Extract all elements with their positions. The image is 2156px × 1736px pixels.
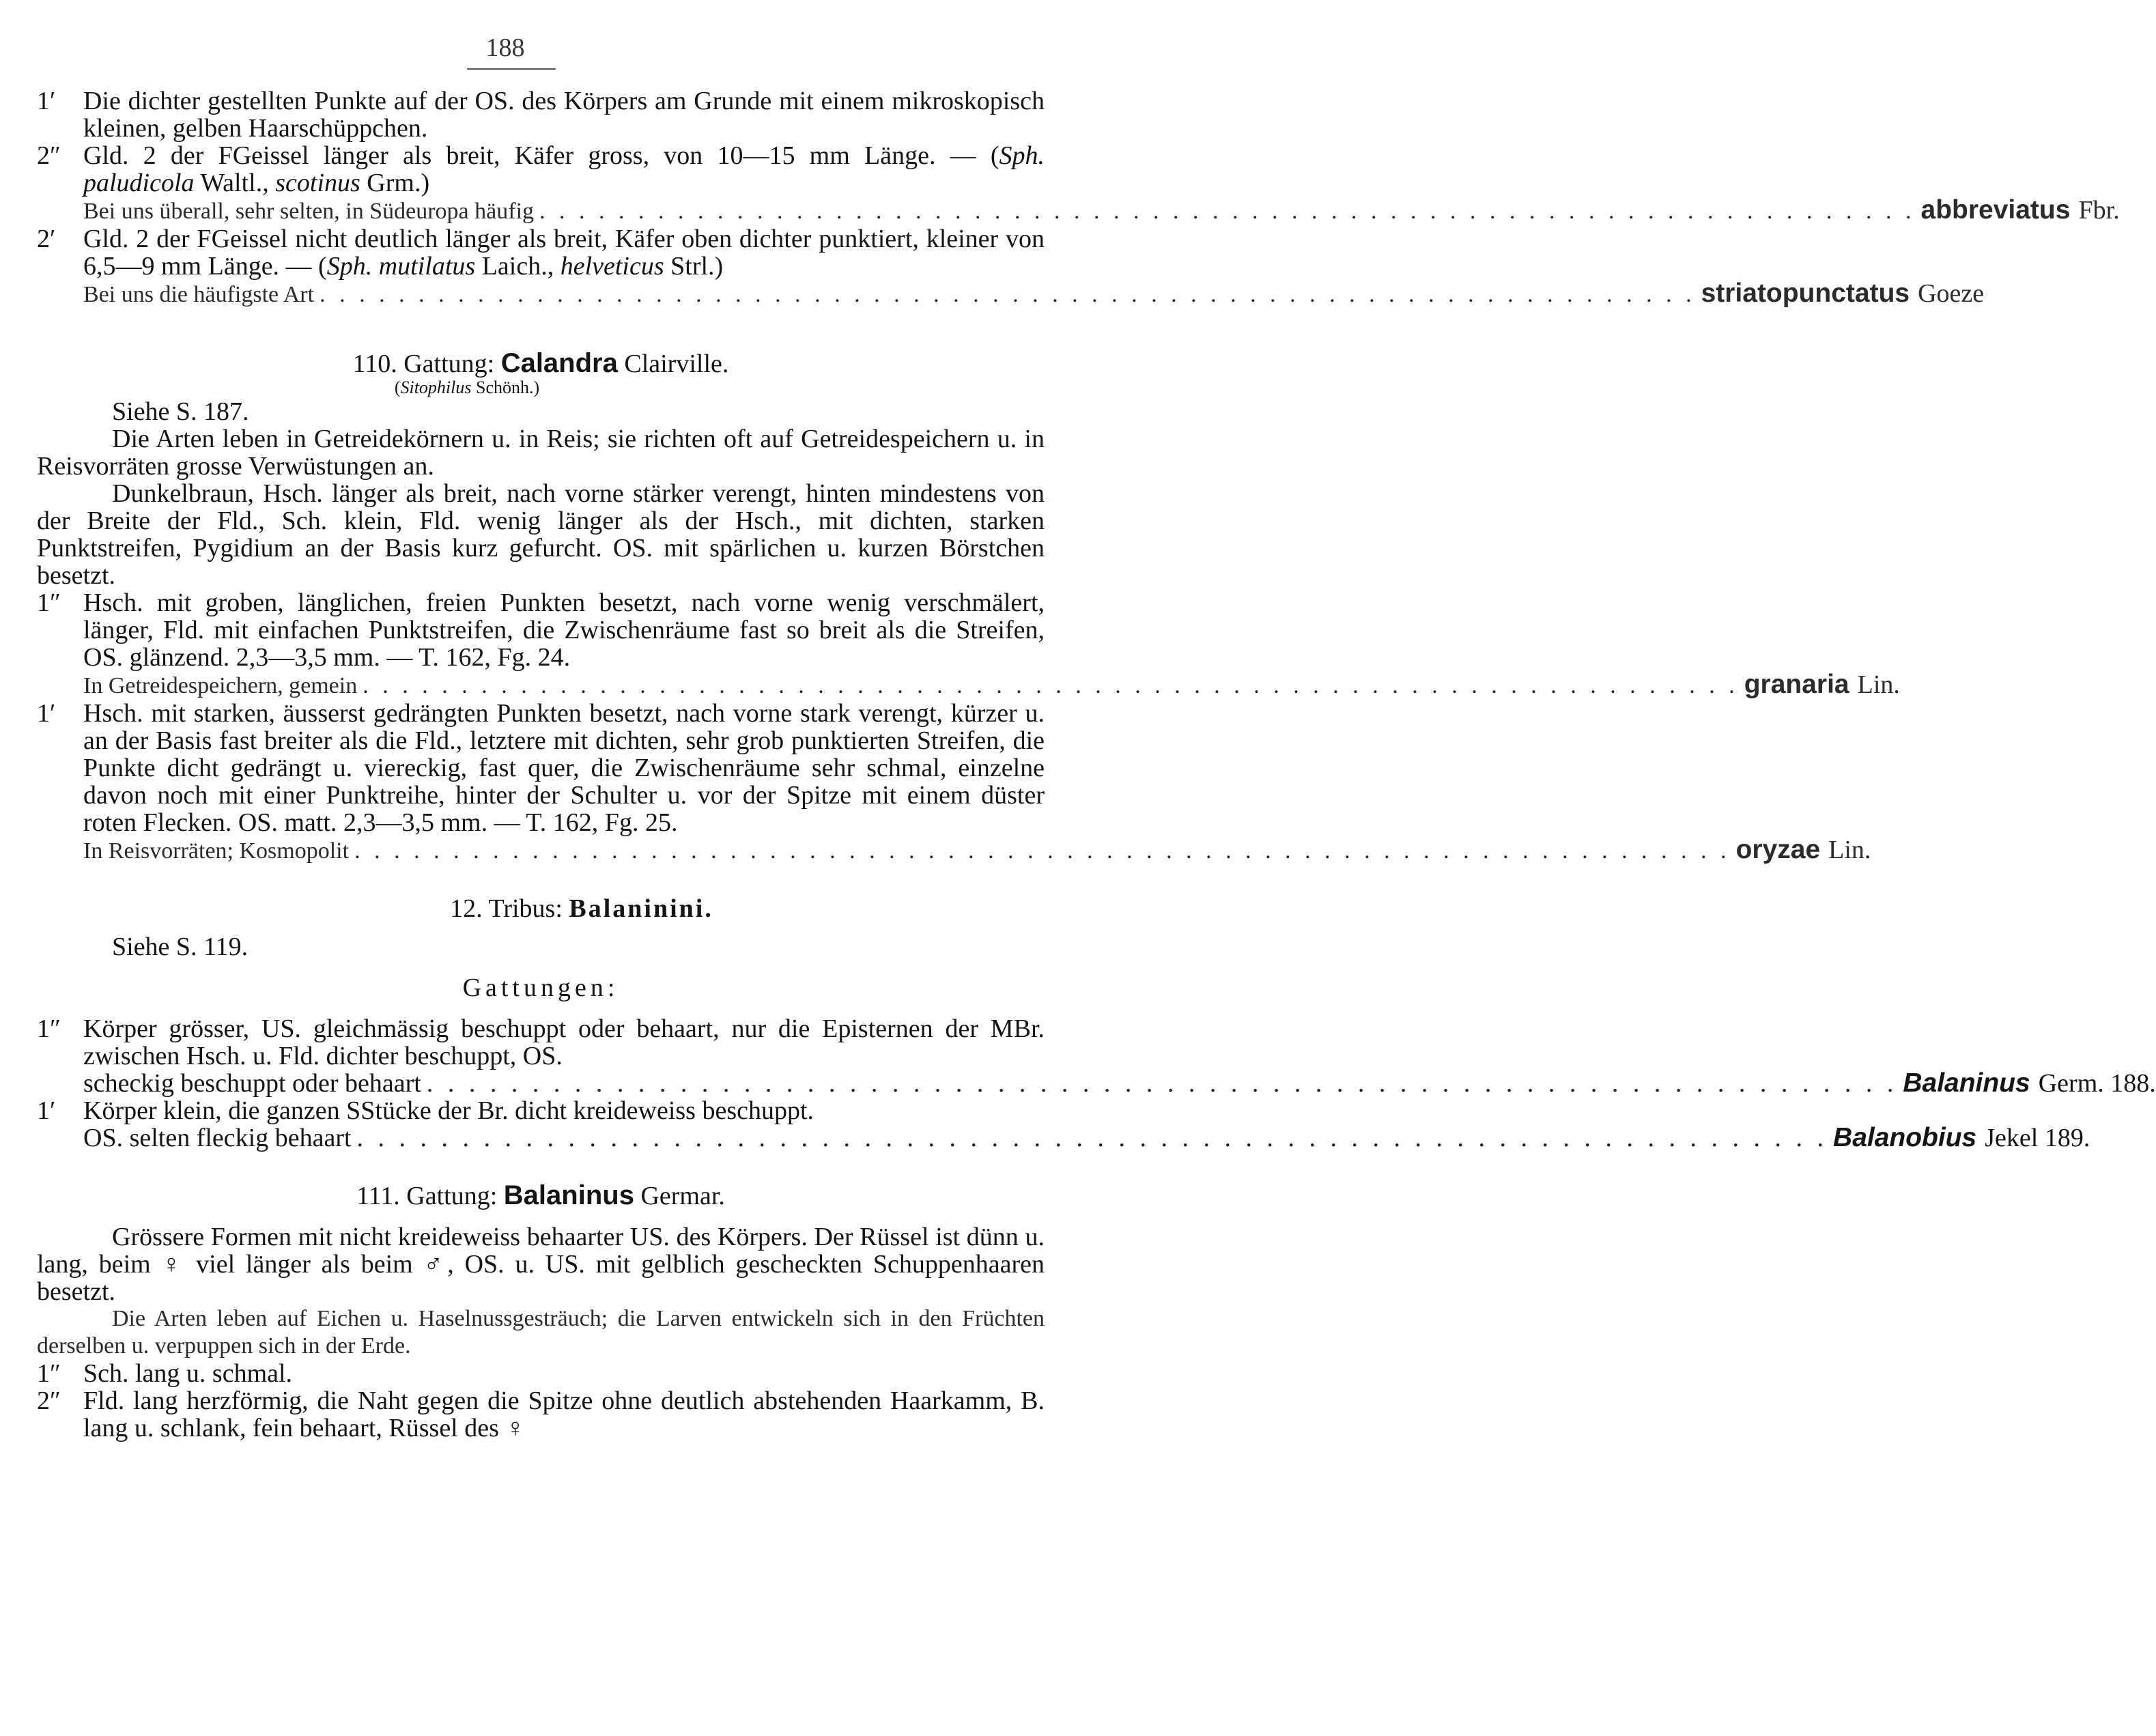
genus-name: Balaninus — [503, 1180, 634, 1210]
genus-heading — [37, 1182, 1045, 1210]
key-entry — [37, 141, 2120, 225]
tribus-heading-block — [37, 895, 1045, 961]
synonym: helveticus — [560, 252, 664, 281]
genus-heading — [37, 350, 1045, 378]
key-text: Strl.) — [664, 252, 724, 281]
species-author: Lin. — [1857, 670, 1900, 699]
tribus-name: Balaninini. — [569, 894, 713, 923]
key-number: 1′ — [37, 699, 56, 728]
key-number: 2″ — [37, 1386, 61, 1415]
cross-reference: Siehe S. 119. — [112, 933, 249, 961]
key-text: Gld. 2 der FGeissel länger als breit, Käfer gross, von 10—15 mm Länge. — ( — [83, 141, 999, 170]
genus-line — [83, 1068, 2156, 1098]
distribution-text: Bei uns überall, sehr selten, in Südeuropa häufig — [83, 199, 535, 224]
key-entry — [37, 1014, 2156, 1098]
genus-name: Calandra — [500, 348, 618, 378]
genus-name: Balanobius — [1833, 1123, 1977, 1152]
synonym-author: Schönh.) — [476, 378, 540, 397]
distribution-text: In Reisvorräten; Kosmopolit — [83, 838, 350, 864]
distribution-text: Bei uns die häufigste Art — [83, 282, 315, 307]
leader-dots — [352, 1124, 1834, 1152]
key-number: 1″ — [37, 588, 61, 617]
genus-heading-label: 111. Gattung: — [356, 1182, 498, 1210]
paragraph: Dunkelbraun, Hsch. länger als breit, nach vorne stärker verengt, hinten mindestens von der Breite der Fld., Sch. klein, Fld. wenig länger als der Hsch., mit dichten, starken Punktstreifen, Pygidium an der Basis kurz gefurcht. OS. mit spärlichen u. kurzen Börstchen besetzt. — [37, 479, 1045, 590]
tribus-heading — [37, 895, 1045, 922]
page-number-rule — [467, 68, 556, 70]
key-text: Grm.) — [360, 169, 430, 197]
paren: ( — [394, 378, 401, 397]
key-text: scheckig beschuppt oder behaart — [83, 1069, 421, 1098]
species-name: granaria — [1744, 670, 1849, 699]
genus-name: Balaninus — [1903, 1068, 2030, 1098]
genus-synonym — [262, 378, 672, 398]
synonym: scotinus — [275, 169, 360, 197]
synonym: Sph. paludicola — [83, 141, 1045, 197]
species-line — [83, 195, 2120, 225]
leader-dots — [314, 281, 1701, 309]
key-text: Hsch. mit groben, länglichen, freien Punkten besetzt, nach vorne wenig verschmälert, länger, Fld. mit einfachen Punktstreifen, die Zwischenräume fast so breit als die Streifen, OS. glänzend. 2,3—3,5 mm. — T. 162, Fg. 24. — [83, 588, 1045, 672]
genera-heading: Gattungen: — [462, 973, 619, 1002]
key-entry — [37, 588, 1900, 700]
key-text: Waltl., — [194, 169, 276, 197]
key-text: Hsch. mit starken, äusserst gedrängten Punkten besetzt, nach vorne stark verengt, kürzer u. an der Basis fast breiter als die Fld., letztere mit dichten, sehr grob punktierten Streifen, die Punkte dicht gedrängt u. viereckig, fast quer, die Zwischenräume sehr schmal, einzelne davon noch mit einer Punktreihe, hinter der Schulter u. vor der Spitze mit einem düster roten Flecken. OS. matt. 2,3—3,5 mm. — T. 162, Fg. 25. — [83, 699, 1045, 837]
leader-dots — [357, 672, 1744, 700]
leader-dots — [534, 198, 1921, 225]
page-number: 188 — [485, 33, 525, 62]
genus-author: Jekel 189. — [1985, 1124, 2090, 1152]
key-text: Fld. lang herzförmig, die Naht gegen die Spitze ohne deutlich abstehenden Haarkamm, B. lang u. schlank, fein behaart, Rüssel des ♀ — [83, 1386, 1045, 1442]
key-text: Körper klein, die ganzen SStücke der Br. dicht kreideweiss beschuppt. — [83, 1096, 814, 1125]
paragraph: Die Arten leben auf Eichen u. Haselnussgesträuch; die Larven entwickeln sich in den Früchten derselben u. verpuppen sich in der Erde. — [37, 1306, 1045, 1358]
key-text: Körper grösser, US. gleichmässig beschuppt oder behaart, nur die Episternen der MBr. zwischen Hsch. u. Fld. dichter beschuppt, OS. — [83, 1014, 1045, 1070]
key-entry — [37, 87, 1045, 142]
species-line — [83, 835, 1871, 865]
key-entry — [37, 225, 1985, 309]
species-line — [83, 279, 1985, 309]
key-text: Gld. 2 der FGeissel nicht deutlich länger als breit, Käfer oben dichter punktiert, kleiner von 6,5—9 mm Länge. — ( — [83, 225, 1045, 281]
key-text: OS. selten fleckig behaart — [83, 1124, 352, 1152]
species-name: striatopunctatus — [1701, 279, 1910, 308]
paragraph: Die Arten leben in Getreidekörnern u. in Reis; sie richten oft auf Getreidespeichern u. in Reisvorräten grosse Verwüstungen an. — [37, 425, 1045, 481]
tribus-label: 12. Tribus: — [450, 894, 563, 923]
paragraph: Grössere Formen mit nicht kreideweiss behaarter US. des Körpers. Der Rüssel ist dünn u. lang, beim ♀ viel länger als beim ♂, OS. u. US. mit gelblich gescheckten Schuppenhaaren besetzt. — [37, 1223, 1045, 1306]
key-entry — [37, 699, 1871, 865]
species-author: Fbr. — [2078, 196, 2120, 225]
key-number: 1′ — [37, 1096, 56, 1125]
species-author: Goeze — [1918, 279, 1985, 308]
species-name: oryzae — [1735, 835, 1821, 864]
synonym: Sph. mutilatus — [326, 252, 476, 281]
key-text: Sch. lang u. schmal. — [83, 1359, 293, 1388]
key-number: 2″ — [37, 141, 61, 170]
key-entry — [37, 1387, 1045, 1442]
leader-dots — [421, 1070, 1903, 1097]
genus-line — [83, 1123, 2090, 1152]
genus-author: Clairville. — [624, 350, 729, 378]
key-number: 1′ — [37, 87, 56, 115]
genus-heading-label: 110. Gattung: — [352, 350, 495, 378]
genus-author: Germar. — [640, 1182, 725, 1210]
key-number: 1″ — [37, 1359, 61, 1388]
leader-dots — [349, 838, 1736, 865]
key-entry — [37, 1360, 1045, 1387]
key-number: 2′ — [37, 225, 56, 253]
genus-author: Germ. 188. — [2038, 1069, 2156, 1098]
synonym: Sitophilus — [400, 378, 472, 397]
species-author: Lin. — [1828, 836, 1871, 864]
key-text: Laich., — [475, 252, 561, 281]
key-text: Die dichter gestellten Punkte auf der OS. des Körpers am Grunde mit einem mikroskopisch kleinen, gelben Haarschüppchen. — [83, 87, 1045, 143]
key-entry — [37, 1096, 2090, 1152]
species-line — [83, 670, 1900, 700]
page-body — [37, 87, 2156, 1442]
distribution-text: In Getreidespeichern, gemein — [83, 673, 358, 698]
key-number: 1″ — [37, 1014, 61, 1043]
cross-reference: Siehe S. 187. — [112, 397, 249, 426]
species-name: abbreviatus — [1920, 195, 2071, 225]
